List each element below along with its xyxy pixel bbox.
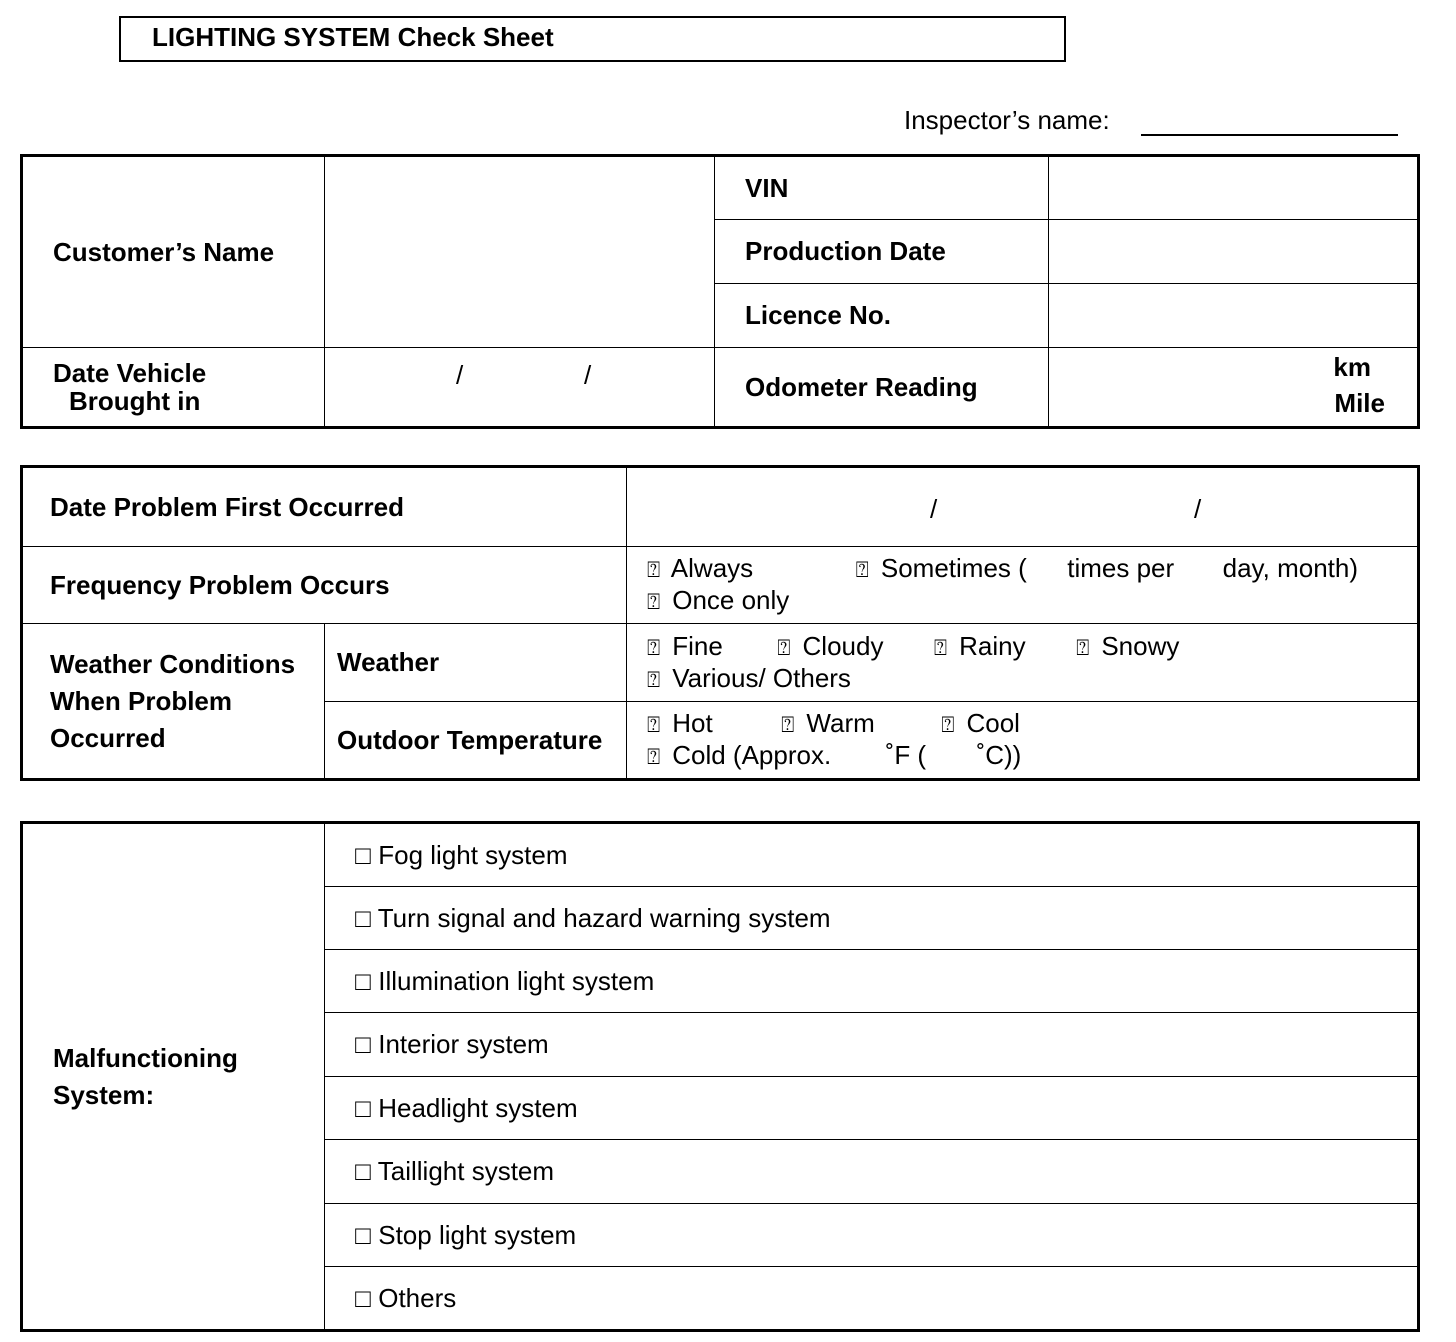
sometimes-checkbox[interactable]: ⍰ xyxy=(855,557,869,582)
weather-label: Weather xyxy=(325,624,627,702)
times-per-label: times per xyxy=(1067,553,1175,583)
list-item[interactable] xyxy=(325,823,1419,887)
fog-light-label: Fog light system xyxy=(378,839,568,870)
list-item[interactable] xyxy=(325,1077,1419,1140)
snowy-label: Snowy xyxy=(1101,630,1180,661)
interior-checkbox[interactable]: □ xyxy=(355,1029,371,1059)
celsius-label: ˚C)) xyxy=(976,740,1022,770)
hot-checkbox[interactable]: ⍰ xyxy=(647,712,661,737)
frequency-label: Frequency Problem Occurs xyxy=(22,547,627,624)
weather-options xyxy=(627,624,1419,702)
cool-checkbox[interactable]: ⍰ xyxy=(941,712,955,737)
list-item[interactable] xyxy=(325,887,1419,950)
taillight-checkbox[interactable]: □ xyxy=(355,1156,371,1186)
stop-light-checkbox[interactable]: □ xyxy=(355,1219,371,1250)
weather-conditions-line2: When Problem xyxy=(50,685,233,716)
malfunctioning-system-table xyxy=(20,821,1420,1332)
temperature-options xyxy=(627,702,1419,780)
frequency-options xyxy=(627,547,1419,624)
malfunctioning-line1: Malfunctioning xyxy=(53,1042,238,1073)
headlight-checkbox[interactable]: □ xyxy=(355,1092,371,1123)
turn-signal-checkbox[interactable]: □ xyxy=(355,902,371,933)
headlight-label: Headlight system xyxy=(378,1092,578,1123)
others-checkbox[interactable]: □ xyxy=(355,1282,371,1313)
production-date-label: Production Date xyxy=(715,220,1049,284)
snowy-checkbox[interactable]: ⍰ xyxy=(1076,634,1090,660)
page-title: LIGHTING SYSTEM Check Sheet xyxy=(152,22,554,52)
production-date-field[interactable] xyxy=(1049,220,1419,284)
vehicle-info-table xyxy=(20,154,1420,429)
inspector-name-line[interactable] xyxy=(1141,134,1398,136)
stop-light-label: Stop light system xyxy=(378,1219,577,1250)
fine-label: Fine xyxy=(672,630,723,661)
malfunctioning-system-label xyxy=(22,823,325,1331)
weather-conditions-line3: Occurred xyxy=(50,722,166,753)
date-separator-1: / xyxy=(456,360,464,390)
turn-signal-label: Turn signal and hazard warning system xyxy=(377,902,831,933)
date-brought-in-line1: Date Vehicle xyxy=(53,358,207,388)
list-item[interactable] xyxy=(325,1013,1419,1077)
licence-no-label: Licence No. xyxy=(715,284,1049,348)
weather-conditions-label xyxy=(22,624,325,780)
cool-label: Cool xyxy=(966,708,1020,738)
weather-conditions-line1: Weather Conditions xyxy=(50,648,296,679)
taillight-label: Taillight system xyxy=(377,1156,555,1186)
vin-field[interactable] xyxy=(1049,156,1419,220)
illumination-label: Illumination light system xyxy=(378,965,655,996)
once-only-label: Once only xyxy=(672,585,790,615)
always-checkbox[interactable]: ⍰ xyxy=(647,557,661,582)
odometer-label: Odometer Reading xyxy=(715,348,1049,428)
date-brought-in-label xyxy=(22,348,325,428)
fog-light-checkbox[interactable]: □ xyxy=(355,839,371,870)
rainy-label: Rainy xyxy=(959,630,1026,661)
various-others-label: Various/ Others xyxy=(672,662,851,693)
cold-label: Cold (Approx. xyxy=(672,740,832,770)
sometimes-label: Sometimes ( xyxy=(880,553,1027,583)
occurred-date-separator-1: / xyxy=(930,494,938,524)
others-label: Others xyxy=(378,1282,457,1313)
inspector-name-label: Inspector’s name: xyxy=(904,105,1110,135)
cloudy-label: Cloudy xyxy=(802,630,884,661)
customer-name-label: Customer’s Name xyxy=(22,156,325,348)
list-item[interactable] xyxy=(325,1267,1419,1331)
list-item[interactable] xyxy=(325,1204,1419,1267)
licence-no-field[interactable] xyxy=(1049,284,1419,348)
once-only-checkbox[interactable]: ⍰ xyxy=(647,589,661,614)
cloudy-checkbox[interactable]: ⍰ xyxy=(777,634,791,660)
vin-label: VIN xyxy=(715,156,1049,220)
fine-checkbox[interactable]: ⍰ xyxy=(647,634,661,660)
warm-checkbox[interactable]: ⍰ xyxy=(781,712,795,737)
day-month-label: day, month) xyxy=(1222,553,1358,583)
date-brought-in-line2: Brought in xyxy=(69,386,201,416)
rainy-checkbox[interactable]: ⍰ xyxy=(933,634,948,660)
interior-label: Interior system xyxy=(378,1029,549,1059)
km-unit: km xyxy=(1333,352,1371,382)
outdoor-temperature-label: Outdoor Temperature xyxy=(325,702,627,780)
customer-name-field[interactable] xyxy=(325,156,715,348)
date-first-occurred-label: Date Problem First Occurred xyxy=(22,467,627,547)
always-label: Always xyxy=(670,553,754,583)
list-item[interactable] xyxy=(325,1140,1419,1204)
malfunctioning-line2: System: xyxy=(53,1079,155,1110)
hot-label: Hot xyxy=(672,708,713,738)
illumination-checkbox[interactable]: □ xyxy=(355,965,371,996)
various-others-checkbox[interactable]: ⍰ xyxy=(647,666,661,692)
cold-checkbox[interactable]: ⍰ xyxy=(647,744,661,769)
odometer-field[interactable] xyxy=(1049,348,1419,428)
list-item[interactable] xyxy=(325,950,1419,1013)
problem-conditions-table xyxy=(20,465,1420,781)
date-first-occurred-field[interactable] xyxy=(627,467,1419,547)
date-brought-in-field[interactable] xyxy=(325,348,715,428)
date-separator-2: / xyxy=(584,360,592,390)
warm-label: Warm xyxy=(806,708,875,738)
occurred-date-separator-2: / xyxy=(1194,494,1202,524)
mile-unit: Mile xyxy=(1334,388,1385,418)
fahrenheit-label: ˚F ( xyxy=(885,740,927,770)
